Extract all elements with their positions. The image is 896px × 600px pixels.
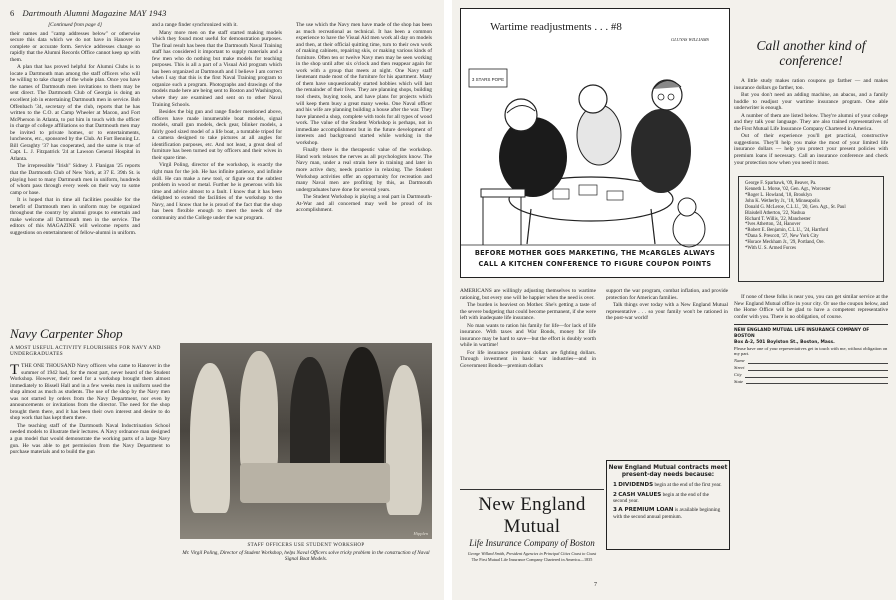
- cartoon-caption-line-1: BEFORE MOTHER GOES MARKETING, THE McARGLES ALWAYS: [474, 249, 716, 257]
- ad-sidebar: [734, 8, 888, 594]
- benefit-text: is available beginning with the second annual premium.: [613, 507, 721, 520]
- section-subtitle: A MOST USEFUL ACTIVITY FLOURISHES FOR NAVY AND UNDERGRADUATES: [10, 345, 161, 358]
- right-page: [452, 0, 896, 600]
- benefit-head: A PREMIUM LOAN: [618, 507, 674, 514]
- ad-column-1: [460, 288, 596, 371]
- article-paragraph: It is hoped that in time all facilities possible for the benefit of Dartmouth men in uniform may be organized throughout the country by alumni groups to entertain and make welcome all Dartmouth men in the service. The editors of this MAGAZINE will welcome reports and suggestions on entertainment of fellow-alumni in uniform.: [10, 197, 140, 236]
- cartoon-title: Wartime readjustments . . . #8: [490, 21, 622, 33]
- insurance-advertisement: [460, 282, 728, 594]
- box-heading: New England Mutual contracts meet present-day needs because:: [608, 465, 728, 479]
- agent-list: [738, 176, 884, 282]
- benefit-item: [613, 482, 723, 488]
- article-paragraph-text: THE ONE THOUSAND Navy officers who came to Hanover in the summer of 1942 had, for the most part, never heard of the Student Workshop. However, their need for a workshop brought them almost immediately to Bissell Hall and in a few weeks men in uniform used the shop almost as much as students. The use of the shop by the Navy men was not started by orders from the Navy Department, nor even by announcements or invitations from the director. The need for the shop brought them there, and it has been their own interest and desire to do shop work that has kept them there.: [10, 363, 170, 422]
- agent-entry: *With U. S. Armed Forces: [745, 246, 796, 252]
- coupon-field-line[interactable]: [748, 358, 888, 364]
- coupon-field-label: Street: [734, 365, 745, 371]
- coupon-text: Please have one of your representatives get in touch with me, without obligation on my part.: [734, 345, 888, 357]
- benefit-head: CASH VALUES: [618, 491, 662, 498]
- coupon-field-line[interactable]: [748, 365, 888, 371]
- agent-entry: Kenneth L. Morse, '02, Gen. Agt., Worcester: [745, 187, 831, 193]
- agent-entry: John K. Wetherby Jr., '18, Minneapolis: [745, 198, 820, 204]
- page-number-left: 6: [10, 8, 15, 18]
- coupon-field-label: State: [734, 378, 744, 384]
- sidebar-footer: [734, 294, 888, 320]
- photo-caption-title: STAFF OFFICERS USE STUDENT WORKSHOP: [247, 543, 365, 548]
- cartoon-sign: 3 STARS POPE: [471, 77, 505, 82]
- drop-cap: T: [10, 362, 20, 378]
- ad-paragraph: AMERICANS are willingly adjusting themselves to wartime rationing, but every one will be happier when the need is over.: [460, 288, 596, 301]
- left-page: [0, 0, 444, 600]
- cartoon-signature: GLUYAS WILLIAMS: [671, 37, 709, 42]
- benefit-item: [613, 507, 723, 520]
- logo-name: New England Mutual: [478, 494, 586, 537]
- agent-entry: *Roger L. Howland, '18, Brooklyn: [745, 192, 812, 198]
- page-number-right: 7: [594, 582, 597, 588]
- article-paragraph: The irrepressible "Irish" Sidney J. Flanigan '25 reports that the Dartmouth Club of New York, at 37 E. 39th St. is playing host to many Dartmouth men in uniform, hundreds of whom pass through every week on their way to some camp or base.: [10, 163, 140, 196]
- sidebar-paragraph: But you don't need an adding machine, an abacus, and a family huddle to readjust your wartime insurance program. One able underwriter is enough.: [734, 92, 888, 112]
- agent-entry: *Horace Meckham Jr., '29, Portland, Ore.: [745, 240, 825, 246]
- benefit-number: 2: [613, 491, 617, 498]
- agent-entry: Richard T. Willis, '22, Manchester: [745, 216, 811, 222]
- ad-paragraph: For life insurance premium dollars are fighting dollars. Through investment in basic war industries—and in Government Bonds—premium dollars: [460, 349, 596, 370]
- article-paragraph: Finally there is the therapeutic value of the workshop. Hand work relaxes the nerves as all psychologists know. The Navy man, under a real strain here in training and later in more active duty, needs practice in relaxing. The Student Workshop activities offer an opportunity for recreation and many Naval men are profiting by this, as Dartmouth undergraduates have done for several years.: [296, 147, 432, 193]
- article-paragraph: and a range finder synchronized with it.: [152, 22, 238, 28]
- coupon-field[interactable]: [734, 379, 888, 385]
- article-paragraph: [10, 363, 170, 422]
- photo-credit: Hipplen: [413, 531, 428, 536]
- coupon-field[interactable]: [734, 365, 888, 371]
- sidebar-footer-text: If none of these folks is near you, you can get similar service at the New England Mutual office in your city. Or use the coupon below, and the Home Office will be glad to have a competent representative confer with you. There is no obligation, of course.: [734, 294, 888, 320]
- workshop-photo: [180, 343, 432, 539]
- coupon-field-label: Name: [734, 358, 745, 364]
- logo-president: George Willard Smith, President Agencies in Principal Cities Coast to Coast: [467, 551, 597, 556]
- cartoon-drawing: [461, 39, 729, 269]
- logo-subtitle: Life Insurance Company of Boston: [469, 538, 595, 548]
- benefit-text: begin at the end of the second year.: [613, 491, 709, 504]
- article-paragraph: their names and "camp addresses below" or otherwise secure this data which we do not have in Hanover in complete or accurate form. Service addresses change so rapidly that the Alumni Records Office cannot keep up with them.: [10, 30, 140, 63]
- article-paragraph: Virgil Poling, director of the workshop, is exactly the right man for the job. He has infinite patience, and infinite skill. He can make a new tool, or figure out the subtlest problem in wood or metal. Further he is generous with his time and advice almost to a fault. I know that it has been delighted to extend the facilities of the workshop to the Navy, and I know that he is proud of the fact that the shop has been flexible enough to meet the needs of the community and the College under the war program.: [152, 162, 282, 221]
- agent-entry: George F. Sparhawk, '09, Beaver, Pa.: [745, 181, 817, 187]
- article-paragraph: Besides the big gun and range finder mentioned above, officers have made innumerable boat models, signal models, small gun models, deck gear, blinker models, a fairly good sized model of a life boat, a turntable tripod for a camera designed to take pictures at all angles for identification purposes, etc. And not least, a great deal of furniture has been turned out by officers and their wives in their spare time.: [152, 109, 282, 161]
- coupon-field-line[interactable]: [746, 379, 888, 385]
- cartoon: [460, 8, 730, 278]
- sidebar-paragraph: A number of them are listed below. They're alumni of your college and they talk your language. They are also trained representatives of the First Mutual Life Insurance Company Chartered in America.: [734, 112, 888, 132]
- left-column-1: [10, 22, 140, 238]
- article-paragraph: Many more men on the staff started making models which they found most useful for demonstration purposes. The final result has been that the Dartmouth Naval Training staff has considered it important to supply materials and a few men who do nothing but make models for teaching purposes. This is all a part of a Visual Aid program which has been organized at Dartmouth and I believe I am correct when I say that this is the first Naval Training program to organize such a program. Photographs and drawings of the models made here are being sent to Boston and Washington, where they are examined and sent on to other Naval Training Schools.: [152, 29, 283, 108]
- ad-paragraph: The burden is heaviest on Mother. She's getting a taste of the severe budgeting that could become permanent, if she were left with inadequate life insurance.: [460, 302, 596, 322]
- photo-caption: [180, 543, 432, 563]
- photo-caption-text: Mr. Virgil Poling, Director of Student Workshop, helps Naval Officers solve tricky problem in the construction of Naval Signal Boat Models.: [182, 549, 430, 562]
- agent-entry: *Robert E. Benjamin, C.L.U., '24, Hartford: [745, 228, 829, 234]
- sidebar-body: [734, 78, 888, 166]
- agent-entry: Donald G. McLeroe, C.L.U., '20, Gen. Agt., St. Paul: [745, 204, 846, 210]
- coupon-field[interactable]: [734, 358, 888, 364]
- agent-entry: Blaisdell Atherton, '22, Nashua: [745, 210, 805, 216]
- article-paragraph: The teaching staff of the Dartmouth Naval Indoctrination School needed models to illustrate their lectures. A Navy ordnance man designed a gun model that would demonstrate the working parts of a large Navy gun. He was able to get permission from the Navy Department to purchase materials and to build the gun: [10, 422, 170, 456]
- mail-coupon[interactable]: [734, 324, 888, 384]
- benefit-number: 3: [613, 507, 617, 514]
- section-title: Navy Carpenter Shop: [10, 326, 123, 341]
- cartoon-caption-line-2: CALL A KITCHEN CONFERENCE TO FIGURE COUPON POINTS: [478, 260, 712, 268]
- sidebar-paragraph: A little study makes ration coupons go farther — and makes insurance dollars go farther, too.: [734, 78, 888, 91]
- ad-paragraph: support the war program, combat inflation, and provide protection for American families.: [606, 288, 728, 301]
- article-paragraph: The Student Workshop is playing a real part in Dartmouth-At-War and all concerned may well be proud of its accomplishment.: [296, 194, 432, 214]
- running-head: [10, 8, 167, 18]
- sidebar-heading: Call another kind of conference!: [756, 38, 866, 68]
- benefit-head: DIVIDENDS: [618, 482, 654, 489]
- logo-charter: The First Mutual Life Insurance Company Chartered in America—1835: [471, 557, 593, 562]
- agent-entry: *Dana S. Prescott, '27, New York City: [745, 234, 819, 240]
- contract-benefits-box: [606, 460, 730, 550]
- coupon-address: Box A-2, 501 Boylston St., Boston, Mass.: [734, 339, 835, 345]
- gutter: [444, 0, 452, 600]
- coupon-field-line[interactable]: [745, 372, 888, 378]
- article-paragraph: A plan that has proved helpful for Alumni Clubs is to locate a Dartmouth man among the staff officers who will be willing to take charge of the whole plan. Once you have the names of Dartmouth men invitations to them may be sent direct. The Dartmouth Club of Georgia is doing an excellent job in entertaining Dartmouth men in service. Bob Offenbach '34, secretary of the club, reports that he has written to the C.O. at Camp Wheeler at Macon, and Fort McPherson in Atlanta, to put him in touch with the officer in charge of college affiliations so that Dartmouth men may be invited to private homes, or to entertainments, luncheons, etc., sponsored by the Club. At Fort Benning Lt. Bill Geraghty '37 has cooperated, and the same is true of Capt. L. J. Fitzpatrick '24 at Lawson General Hospital in Atlanta.: [10, 64, 140, 162]
- continued-note: [Continued from page 4]: [48, 22, 102, 28]
- running-head-text: Dartmouth Alumni Magazine MAY 1943: [22, 8, 167, 18]
- benefit-text: begin at the end of the first year.: [654, 482, 722, 489]
- coupon-heading: NEW ENGLAND MUTUAL LIFE INSURANCE COMPANY OF BOSTON: [734, 328, 870, 340]
- navy-article-body: [10, 363, 170, 457]
- article-paragraph: The use which the Navy men have made of the shop has been as much recreational as technical. It has been a common experience to have the Visual Aid men work all day on models and then, at their official quitting time, turn to their own work of making cabinets, repairing skis, or making various kinds of furniture. Often ten or twelve Navy men may be seen working in the shop until after six o'clock and then reappear again for work with a group that meets at night. One Navy staff lieutenant made most of the furniture for his apartment. Many of them have unquestionably started hobbies which will last the remainder of their lives. They are planning shops, building tool chests, buying tools, and have plans for projects which will keep them busy a great many weeks. One Naval officer and his wife are planning building a house after the war. They have planned a shop, complete with tools for all types of wood work. The value of the Student Workshop is perhaps, not in immediate accomplishment but in the future development of interests and background started while working in the workshop.: [296, 22, 432, 146]
- benefit-number: 1: [613, 482, 617, 489]
- company-logo: [460, 494, 604, 562]
- sidebar-paragraph: Out of their experience you'll get practical, constructive suggestions. They'll help you make the most of your limited life insurance dollars — help you protect your present policies with premium loans if necessary. Call an insurance conference and check your protection now when you need it most.: [734, 133, 888, 166]
- ad-paragraph: Talk things over today with a New England Mutual representative . . . so your family won't be rationed in the post-war world!: [606, 302, 728, 322]
- left-column-2: [152, 22, 282, 222]
- agent-entry: *Ives Atherton, '24, Hanover: [745, 222, 801, 228]
- ad-paragraph: No man wants to ration his family for life—for lack of life insurance. With taxes and War Bonds, money for life insurance may be hard to save—but the effort is doubly worth while in wartime!: [460, 322, 596, 349]
- coupon-field[interactable]: [734, 372, 888, 378]
- benefit-item: [613, 492, 723, 505]
- ad-column-2: [606, 288, 728, 323]
- left-column-3: [296, 22, 432, 215]
- coupon-field-label: City: [734, 371, 742, 377]
- logo-rule: [460, 489, 604, 490]
